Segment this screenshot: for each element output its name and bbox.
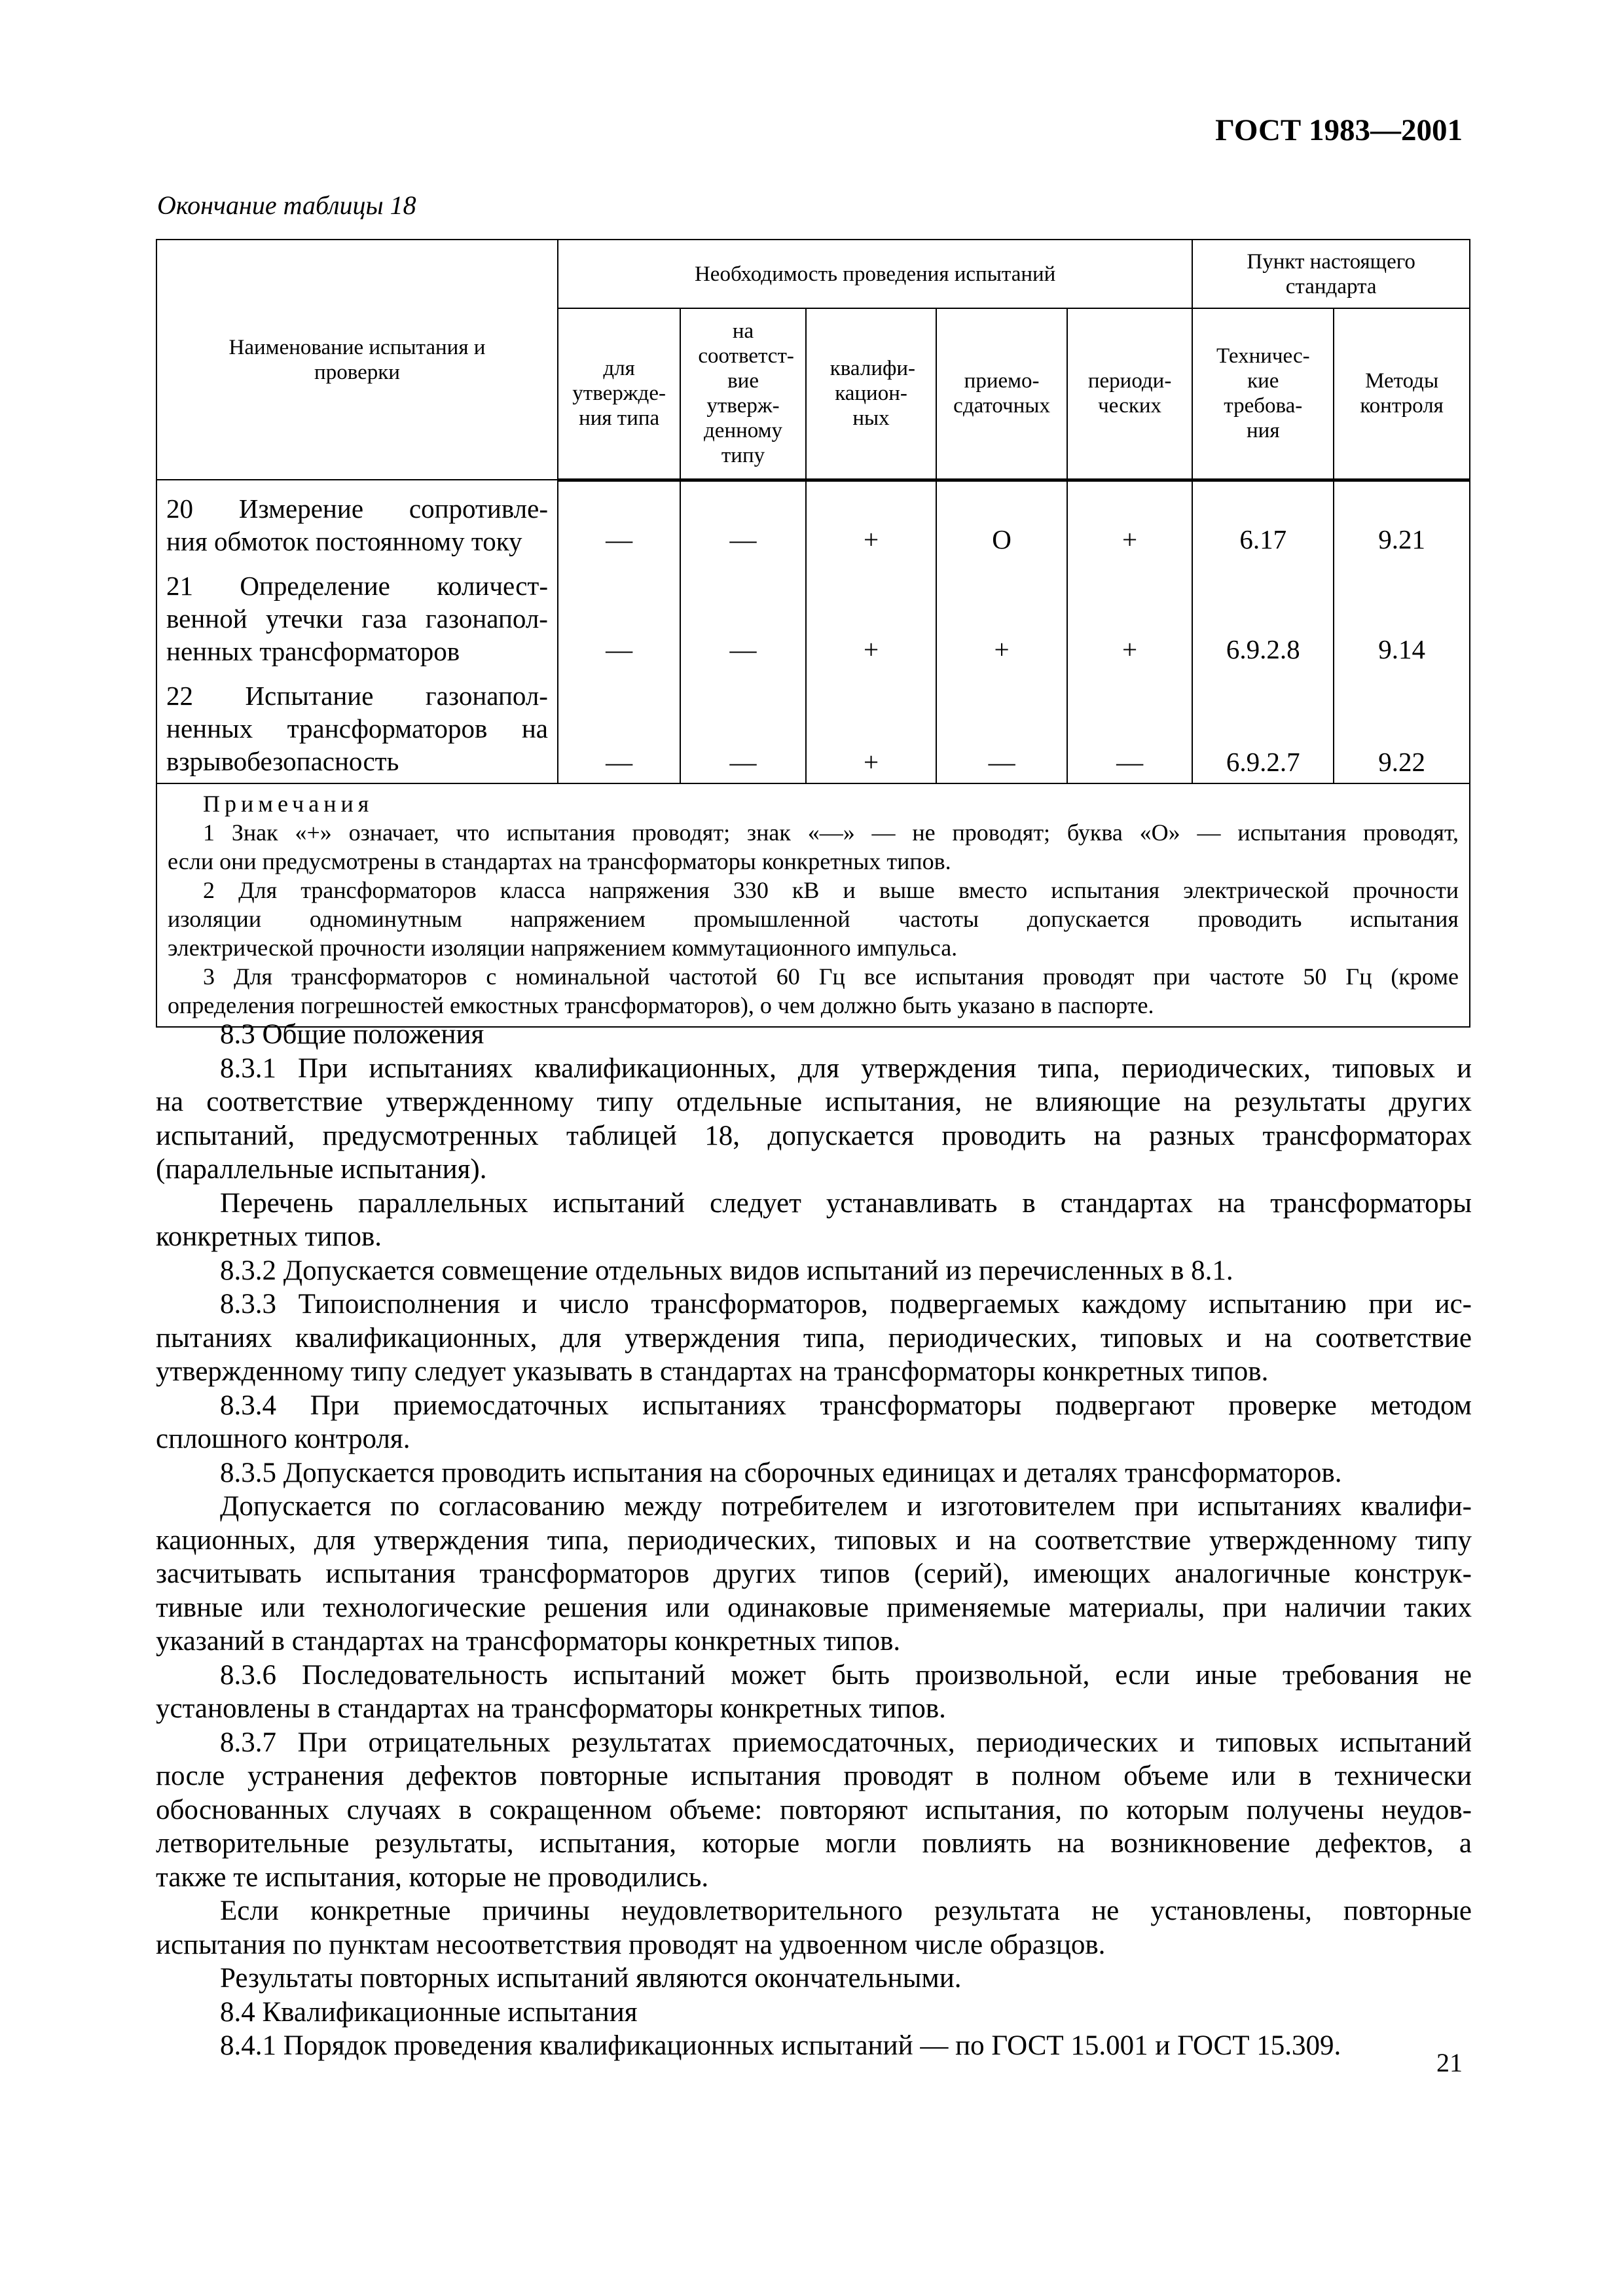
body-line: 8.3.3 Типоисполнения и число трансформаторов, подвергаемых каждому испытанию при ис-	[220, 1289, 1472, 1319]
body-text	[156, 1018, 1472, 2063]
cell-qualification: +	[806, 670, 937, 783]
note-line: электрической прочности изоляции напряжением коммутационного импульса.	[168, 935, 958, 961]
cell-tech-req: 6.9.2.8	[1192, 560, 1334, 670]
test-name-line: венной утечки газа газонапол-	[166, 603, 548, 634]
cell-conformity: —	[680, 480, 805, 560]
body-line: сплошного контроля.	[156, 1424, 410, 1454]
document-standard-id: ГОСТ 1983—2001	[1215, 113, 1463, 147]
body-line: также те испытания, которые не проводились.	[156, 1861, 709, 1893]
header-standard-clause: Пункт настоящего стандарта	[1192, 240, 1470, 308]
cell-acceptance: —	[936, 670, 1067, 783]
body-line: Если конкретные причины неудовлетворительного результата не установлены, повторные	[220, 1895, 1472, 1926]
body-line: установлены в стандартах на трансформаторы конкретных типов.	[156, 1693, 946, 1724]
header-acceptance: приемо-сдаточных	[936, 308, 1067, 480]
body-line: тивные или технологические решения или одинаковые применяемые материалы, при наличии таких	[156, 1592, 1472, 1623]
header-periodic: периоди-ческих	[1067, 308, 1192, 480]
test-name-line: 20 Измерение сопротивле-	[166, 493, 548, 524]
body-line: пытаниях квалификационных, для утверждения типа, периодических, типовых и на соответствие	[156, 1322, 1472, 1354]
note-line: если они предусмотрены в стандартах на трансформаторы конкретных типов.	[168, 848, 951, 874]
test-name	[156, 560, 558, 670]
body-line: утвержденному типу следует указывать в стандартах на трансформаторы конкретных типов.	[156, 1356, 1269, 1387]
table-row	[156, 480, 1470, 560]
cell-tech-req: 6.17	[1192, 480, 1334, 560]
tests-table	[156, 239, 1470, 1028]
body-line: после устранения дефектов повторные испытания проводят в полном объеме или в технически	[156, 1761, 1472, 1791]
note-line: определения погрешностей емкостных трансформаторов), о чем должно быть указано в паспорте.	[168, 992, 1154, 1018]
table-notes	[156, 783, 1470, 1027]
test-name	[156, 670, 558, 783]
test-name-line: ния обмоток постоянному току	[166, 526, 522, 556]
header-test-name: Наименование испытания и проверки	[156, 240, 558, 480]
header-tests-required: Необходимость проведения испытаний	[558, 240, 1192, 308]
cell-qualification: +	[806, 560, 937, 670]
body-line: 8.3.4 При приемосдаточных испытаниях трансформаторы подвергают проверке методом	[220, 1390, 1472, 1421]
section-heading: 8.4 Квалификационные испытания	[220, 1996, 638, 2028]
body-line: кационных, для утверждения типа, периодических, типовых и на соответствие утвержденному типу	[156, 1524, 1472, 1556]
body-line: Результаты повторных испытаний являются окончательными.	[220, 1963, 962, 1994]
cell-type-approval: —	[558, 670, 680, 783]
body-line: засчитывать испытания трансформаторов других типов (серий), имеющих аналогичные конструк-	[156, 1558, 1472, 1589]
cell-type-approval: —	[558, 560, 680, 670]
note-line: 3 Для трансформаторов с номинальной частотой 60 Гц все испытания проводят при частоте 50 Гц (кроме	[203, 963, 1459, 990]
test-name-line: ненных трансформаторов на	[166, 713, 548, 744]
cell-method: 9.14	[1334, 560, 1470, 670]
body-line: 8.4.1 Порядок проведения квалификационных испытаний — по ГОСТ 15.001 и ГОСТ 15.309.	[220, 2030, 1341, 2061]
header-conformity: на соответст-вие утверж-денному типу	[680, 308, 805, 480]
body-line: Допускается по согласованию между потребителем и изготовителем при испытаниях квалифи-	[220, 1491, 1472, 1522]
table-caption: Окончание таблицы 18	[157, 190, 416, 220]
body-line: испытаний, предусмотренных таблицей 18, допускается проводить на разных трансформаторах	[156, 1120, 1472, 1151]
cell-qualification: +	[806, 480, 937, 560]
cell-method: 9.21	[1334, 480, 1470, 560]
body-line: конкретных типов.	[156, 1221, 382, 1252]
test-name-line: ненных трансформаторов	[166, 636, 460, 666]
body-line: (параллельные испытания).	[156, 1154, 487, 1185]
cell-periodic: +	[1067, 560, 1192, 670]
header-control-methods: Методы контроля	[1334, 308, 1470, 480]
body-line: 8.3.6 Последовательность испытаний может быть произвольной, если иные требования не	[220, 1659, 1472, 1691]
header-tech-requirements: Техничес-кие требова-ния	[1192, 308, 1334, 480]
cell-method: 9.22	[1334, 670, 1470, 783]
body-line: 8.3.2 Допускается совмещение отдельных видов испытаний из перечисленных в 8.1.	[220, 1255, 1233, 1286]
body-line: 8.3.1 При испытаниях квалификационных, для утверждения типа, периодических, типовых и	[220, 1052, 1472, 1084]
table-notes-row	[156, 783, 1470, 1027]
table-header-row-1	[156, 240, 1470, 308]
body-line: 8.3.5 Допускается проводить испытания на сборочных единицах и деталях трансформаторов.	[220, 1457, 1342, 1488]
cell-periodic: +	[1067, 480, 1192, 560]
header-qualification: квалифи-кацион-ных	[806, 308, 937, 480]
table-row	[156, 670, 1470, 783]
body-line: обоснованных случаях в сокращенном объеме: повторяют испытания, по которым получены неудов-	[156, 1794, 1472, 1825]
cell-conformity: —	[680, 560, 805, 670]
cell-tech-req: 6.9.2.7	[1192, 670, 1334, 783]
section-heading: 8.3 Общие положения	[220, 1019, 484, 1050]
page-number: 21	[1436, 2048, 1463, 2077]
note-line: 2 Для трансформаторов класса напряжения 330 кВ и выше вместо испытания электрической прочности	[203, 877, 1459, 903]
header-type-approval: для утвержде-ния типа	[558, 308, 680, 480]
body-line: летворительные результаты, испытания, которые могли повлиять на возникновение дефектов, а	[156, 1828, 1472, 1859]
cell-type-approval: —	[558, 480, 680, 560]
test-name-line: взрывобезопасность	[166, 746, 399, 776]
body-line: на соответствие утвержденному типу отдельные испытания, не влияющие на результаты других	[156, 1086, 1472, 1117]
cell-conformity: —	[680, 670, 805, 783]
note-line: изоляции одноминутным напряжением промышленной частоты допускается проводить испытания	[168, 906, 1459, 932]
test-name	[156, 480, 558, 560]
body-line: указаний в стандартах на трансформаторы конкретных типов.	[156, 1626, 901, 1657]
cell-acceptance: +	[936, 560, 1067, 670]
cell-acceptance: О	[936, 480, 1067, 560]
test-name-line: 21 Определение количест-	[166, 571, 548, 601]
cell-periodic: —	[1067, 670, 1192, 783]
body-line: Перечень параллельных испытаний следует устанавливать в стандартах на трансформаторы	[220, 1187, 1472, 1219]
body-line: 8.3.7 При отрицательных результатах приемосдаточных, периодических и типовых испытаний	[220, 1727, 1472, 1758]
notes-title: Примечания	[203, 791, 374, 817]
test-name-line: 22 Испытание газонапол-	[166, 681, 548, 711]
table-row	[156, 560, 1470, 670]
body-line: испытания по пунктам несоответствия проводят на удвоенном числе образцов.	[156, 1929, 1106, 1960]
note-line: 1 Знак «+» означает, что испытания проводят; знак «—» — не проводят; буква «О» — испытания проводят,	[203, 819, 1459, 846]
